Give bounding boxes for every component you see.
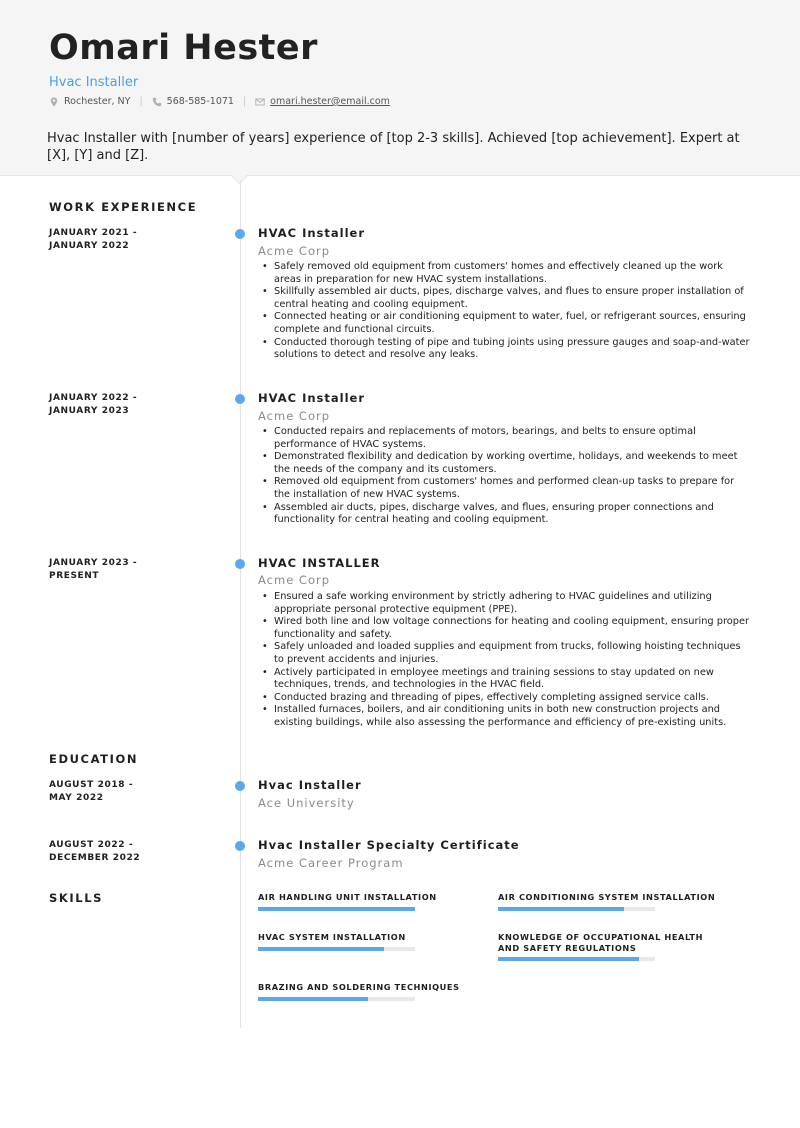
date-start: JANUARY 2023 - [49, 558, 138, 568]
timeline-dot [235, 394, 245, 404]
list-item: • Connected heating or air conditioning equipment to water, fuel, or refrigerant sources, ensuring complete and functional circuits. [258, 311, 750, 336]
skill-item [258, 982, 478, 1001]
contact-row [49, 96, 390, 107]
skill-bar [258, 947, 415, 951]
list-item: • Conducted repairs and replacements of motors, bearings, and belts to ensure optimal performance of HVAC systems. [258, 426, 750, 451]
job-company: Acme Corp [258, 409, 331, 423]
job-date [49, 557, 224, 583]
section-title-skills: SKILLS [49, 891, 104, 905]
timeline-line [240, 180, 241, 1028]
list-item: • Wired both line and low voltage connections for heating and cooling equipment, ensuring proper functionality and safety. [258, 616, 750, 641]
education-school: Acme Career Program [258, 856, 404, 870]
resume-header [0, 0, 800, 176]
section-title-work-experience: WORK EXPERIENCE [49, 200, 198, 214]
section-title-education: EDUCATION [49, 752, 139, 766]
job-date [49, 392, 224, 418]
date-end: JANUARY 2022 [49, 241, 130, 251]
date-end: MAY 2022 [49, 793, 104, 803]
timeline-dot [235, 781, 245, 791]
email-link[interactable]: omari.hester@email.com [270, 96, 390, 107]
job-title: HVAC Installer [258, 391, 366, 405]
contact-location [49, 96, 130, 107]
timeline-dot [235, 229, 245, 239]
list-item: • Installed furnaces, boilers, and air conditioning units in both new construction projects and existing buildings, while also assessing the performance and efficiency of pre-existing units. [258, 704, 750, 729]
skill-bar-fill [258, 907, 415, 911]
contact-email[interactable] [255, 96, 390, 107]
job-title: HVAC Installer [258, 226, 366, 240]
job-bullets [258, 261, 750, 362]
date-start: AUGUST 2018 - [49, 780, 134, 790]
candidate-name: Omari Hester [49, 28, 318, 68]
summary-text: Hvac Installer with [number of years] experience of [top 2-3 skills]. Achieved [top achievement]. Expert at [X], [Y] and [Z]. [47, 131, 740, 163]
skill-bar-fill [258, 997, 368, 1001]
date-start: AUGUST 2022 - [49, 840, 134, 850]
skill-bar-fill [258, 947, 384, 951]
date-start: JANUARY 2022 - [49, 393, 138, 403]
skill-name: HVAC SYSTEM INSTALLATION [258, 932, 406, 942]
skill-bar [258, 997, 415, 1001]
date-end: DECEMBER 2022 [49, 853, 141, 863]
skill-bar-fill [498, 957, 639, 961]
list-item: • Skillfully assembled air ducts, pipes, discharge valves, and flues to ensure proper installation of central heating and cooling equipment. [258, 286, 750, 311]
date-end: PRESENT [49, 571, 100, 581]
education-school: Ace University [258, 796, 355, 810]
skill-item [498, 932, 718, 961]
envelope-icon [255, 97, 265, 107]
education-title: Hvac Installer [258, 778, 362, 792]
skill-item [258, 932, 478, 951]
location-text: Rochester, NY [64, 96, 131, 107]
education-date [49, 779, 224, 805]
date-end: JANUARY 2023 [49, 406, 130, 416]
timeline-dot [235, 841, 245, 851]
skill-bar [498, 907, 655, 911]
skill-name: KNOWLEDGE OF OCCUPATIONAL HEALTH AND SAFETY REGULATIONS [498, 932, 704, 953]
location-pin-icon [49, 97, 59, 107]
list-item: • Ensured a safe working environment by strictly adhering to HVAC guidelines and utilizing appropriate personal protective equipment (PPE). [258, 591, 750, 616]
skill-item [498, 892, 718, 911]
skill-bar [258, 907, 415, 911]
candidate-role: Hvac Installer [49, 75, 139, 90]
contact-divider: | [242, 96, 247, 107]
skill-name: AIR CONDITIONING SYSTEM INSTALLATION [498, 892, 716, 902]
phone-text: 568-585-1071 [166, 96, 234, 107]
job-bullets [258, 591, 750, 730]
education-title: Hvac Installer Specialty Certificate [258, 838, 520, 852]
contact-divider: | [139, 96, 143, 107]
job-company: Acme Corp [258, 244, 331, 258]
list-item: • Conducted brazing and threading of pipes, effectively completing assigned service calls. [258, 692, 750, 705]
list-item: • Safely unloaded and loaded supplies and equipment from trucks, following hoisting techniques to prevent accidents and injuries. [258, 641, 750, 666]
skill-bar [498, 957, 655, 961]
job-bullets [258, 426, 750, 527]
skill-name: AIR HANDLING UNIT INSTALLATION [258, 892, 437, 902]
list-item: • Conducted thorough testing of pipe and tubing joints using pressure gauges and soap-and-water solutions to detect and resolve any leaks. [258, 337, 750, 362]
list-item: • Assembled air ducts, pipes, discharge valves, and flues, ensuring proper connections and functionality for central heating and cooling equipment. [258, 502, 750, 527]
list-item: • Safely removed old equipment from customers' homes and effectively cleaned up the work areas in preparation for new HVAC system installations. [258, 261, 750, 286]
education-date [49, 839, 224, 865]
list-item: • Demonstrated flexibility and dedication by working overtime, holidays, and weekends to meet the needs of the company and its customers. [258, 451, 750, 476]
list-item: • Removed old equipment from customers' homes and performed clean-up tasks to prepare for the installation of new HVAC systems. [258, 476, 750, 501]
skill-bar-fill [498, 907, 624, 911]
list-item: • Actively participated in employee meetings and training sessions to stay updated on new techniques, trends, and technologies in the HVAC field. [258, 667, 750, 692]
skill-item [258, 892, 478, 911]
job-date [49, 227, 224, 253]
contact-phone [152, 96, 234, 107]
job-company: Acme Corp [258, 573, 331, 587]
job-title: HVAC INSTALLER [258, 556, 381, 570]
timeline-dot [235, 559, 245, 569]
skill-name: BRAZING AND SOLDERING TECHNIQUES [258, 982, 460, 992]
date-start: JANUARY 2021 - [49, 228, 138, 238]
phone-icon [152, 97, 162, 107]
